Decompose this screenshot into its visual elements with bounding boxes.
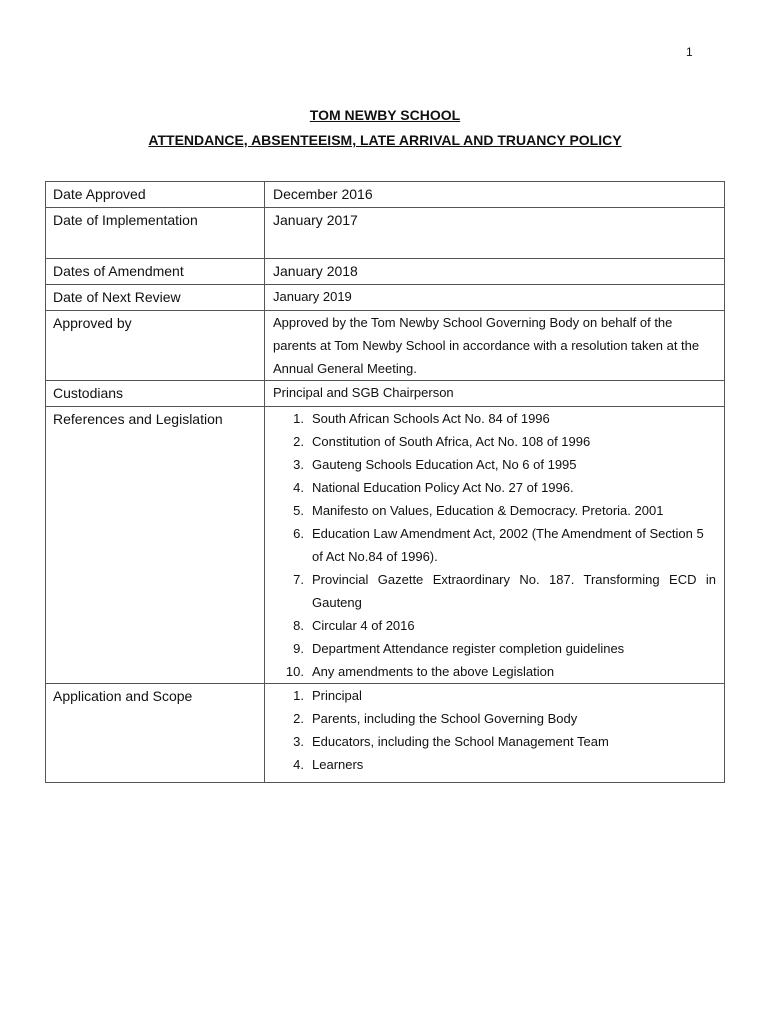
table-row (46, 182, 725, 208)
approved-by-label: Approved by (46, 311, 265, 381)
amendment-value: January 2018 (265, 259, 725, 285)
list-item-text: National Education Policy Act No. 27 of 1996. (312, 480, 574, 495)
page-number: 1 (686, 45, 693, 59)
table-row (46, 285, 725, 311)
list-item (265, 476, 716, 499)
list-item-text: Constitution of South Africa, Act No. 108 of 1996 (312, 434, 591, 449)
list-item (265, 568, 716, 614)
table-row (46, 407, 725, 684)
table-row (46, 259, 725, 285)
implementation-value: January 2017 (265, 208, 725, 259)
list-item (265, 430, 716, 453)
list-item (265, 707, 716, 730)
list-item-number: 5. (293, 503, 304, 518)
list-item-text: Principal (312, 688, 362, 703)
list-item (265, 684, 716, 707)
application-label: Application and Scope (46, 684, 265, 783)
list-item-number: 8. (293, 618, 304, 633)
references-cell (265, 407, 725, 684)
list-item-text: Manifesto on Values, Education & Democracy. Pretoria. 2001 (312, 503, 664, 518)
list-item (265, 522, 716, 568)
date-approved-value: December 2016 (265, 182, 725, 208)
list-item-text: Parents, including the School Governing Body (312, 711, 578, 726)
list-item-text: South African Schools Act No. 84 of 1996 (312, 411, 550, 426)
list-item (265, 730, 716, 753)
list-item (265, 499, 716, 522)
list-item-number: 2. (293, 434, 304, 449)
list-item-text: Circular 4 of 2016 (312, 618, 415, 633)
policy-info-table (45, 181, 725, 783)
list-item (265, 407, 716, 430)
list-item-number: 10. (285, 664, 304, 679)
list-item-number: 6. (293, 526, 304, 541)
table-row (46, 381, 725, 407)
list-item-text: Gauteng Schools Education Act, No 6 of 1995 (312, 457, 577, 472)
list-item-number: 4. (293, 480, 304, 495)
custodians-label: Custodians (46, 381, 265, 407)
list-item-text: Educators, including the School Management Team (312, 734, 609, 749)
next-review-value: January 2019 (265, 285, 725, 311)
list-item-number: 7. (293, 572, 304, 587)
list-item-number: 9. (293, 641, 304, 656)
list-item (265, 614, 716, 637)
list-item (265, 753, 716, 776)
list-item-number: 2. (293, 711, 304, 726)
references-list (265, 407, 716, 683)
next-review-label: Date of Next Review (46, 285, 265, 311)
date-approved-label: Date Approved (46, 182, 265, 208)
list-item (265, 660, 716, 683)
list-item-number: 1. (293, 688, 304, 703)
list-item-number: 1. (293, 411, 304, 426)
list-item-text: Any amendments to the above Legislation (312, 664, 555, 679)
table-row (46, 208, 725, 259)
list-item (265, 453, 716, 476)
approved-by-value: Approved by the Tom Newby School Governing Body on behalf of the parents at Tom Newby School in accordance with a resolution taken at the Annual General Meeting. (265, 311, 725, 381)
application-list (265, 684, 716, 776)
school-name: TOM NEWBY SCHOOL (309, 107, 461, 123)
list-item-text: Department Attendance register completion guidelines (312, 641, 625, 656)
list-item-text: Provincial Gazette Extraordinary No. 187. Transforming ECD in Gauteng (312, 572, 716, 610)
implementation-label: Date of Implementation (46, 208, 265, 259)
application-cell (265, 684, 725, 783)
list-item-number: 3. (293, 734, 304, 749)
list-item (265, 637, 716, 660)
table-row (46, 311, 725, 381)
amendment-label: Dates of Amendment (46, 259, 265, 285)
list-item-text: Learners (312, 757, 364, 772)
list-item-number: 4. (293, 757, 304, 772)
references-label: References and Legislation (46, 407, 265, 684)
table-row (46, 684, 725, 783)
custodians-value: Principal and SGB Chairperson (265, 381, 725, 407)
list-item-number: 3. (293, 457, 304, 472)
list-item-text: Education Law Amendment Act, 2002 (The Amendment of Section 5 of Act No.84 of 1996). (312, 526, 704, 564)
policy-title: ATTENDANCE, ABSENTEEISM, LATE ARRIVAL AND TRUANCY POLICY (148, 132, 622, 148)
